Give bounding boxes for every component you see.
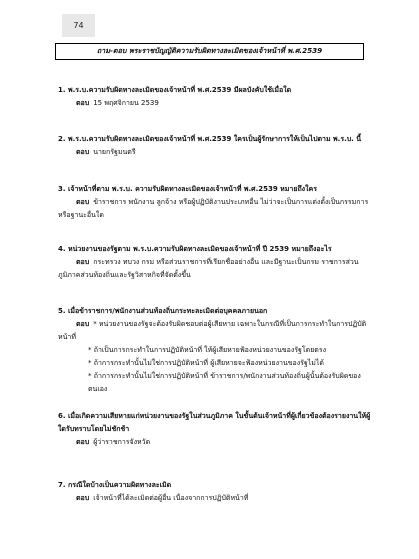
qa-item-3 <box>58 183 378 222</box>
answer-text: ผู้ว่าราชการจังหวัด <box>93 438 151 446</box>
qa-item-5 <box>58 305 378 396</box>
qa-item-2 <box>58 133 378 159</box>
question: 2. พ.ร.บ.ความรับผิดทางละเมิดของเจ้าหน้าที่ พ.ศ.2539 ใครเป็นผู้รักษาการให้เป็นไปตาม พ.ร.บ. นี้ <box>58 135 362 143</box>
question: 6. เมื่อเกิดความเสียหายแก่หน่วยงานของรัฐในส่วนภูมิภาค ในขั้นต้นเจ้าหน้าที่ผู้เกี่ยวข้องต้องรายงานให้ผู้ใดรับทราบโดยไม่ชักช้า <box>58 412 371 433</box>
answer-label: ตอบ <box>76 320 90 328</box>
list-item: * ถ้าเป็นการกระทำในการปฏิบัติหน้าที่ ให้ผู้เสียหายฟ้องหน่วยงานของรัฐโดยตรง <box>88 346 327 354</box>
answer <box>58 436 378 449</box>
list-item: * ถ้าการกระทำนั้นไม่ใช่การปฏิบัติหน้าที่ ข้าราชการ/พนักงานส่วนท้องถิ่นผู้นั้นต้องรับผิดของตนเอง <box>88 372 361 393</box>
answer-text: * หน่วยงานของรัฐจะต้องรับผิดชอบต่อผู้เสียหาย เฉพาะในกรณีที่เป็นการกระทำในการปฏิบัติหน้าที่ <box>58 320 367 341</box>
answer-text: ข้าราชการ พนักงาน ลูกจ้าง หรือผู้ปฏิบัติงานประเภทอื่น ไม่ว่าจะเป็นการแต่งตั้งเป็นกรรมการหรือฐานะอื่นใด <box>58 198 369 219</box>
answer <box>58 97 378 110</box>
answer-label: ตอบ <box>76 148 90 156</box>
answer-label: ตอบ <box>76 99 90 107</box>
question: 1. พ.ร.บ.ความรับผิดทางละเมิดของเจ้าหน้าที่ พ.ศ.2539 มีผลบังคับใช้เมื่อใด <box>58 86 292 94</box>
answer <box>58 146 378 159</box>
answer <box>58 318 378 344</box>
qa-item-1 <box>58 84 378 110</box>
question: 5. เมื่อข้าราชการ/พนักงานส่วนท้องถิ่นกระทะละเมิดต่อบุคคลภายนอก <box>58 307 268 315</box>
answer-label: ตอบ <box>76 258 90 266</box>
qa-item-6 <box>58 410 378 449</box>
answer-label: ตอบ <box>76 438 90 446</box>
question: 3. เจ้าหน้าที่ตาม พ.ร.บ. ความรับผิดทางละเมิดของเจ้าหน้าที่ พ.ศ.2539 หมายถึงใคร <box>58 185 317 193</box>
list-item: * ถ้าการกระทำนั้นไม่ใช่การปฏิบัติหน้าที่ ผู้เสียหายจะฟ้องหน่วยงานของรัฐไม่ได้ <box>88 359 324 367</box>
qa-item-4 <box>58 243 378 282</box>
answer <box>58 256 378 282</box>
document-title: ถาม-ตอบ พระราชบัญญัติความรับผิดทางละเมิดของเจ้าหน้าที่ พ.ศ.2539 <box>55 43 364 60</box>
question: 7. กรณีใดบ้างเป็นความผิดทางละเมิด <box>58 481 172 489</box>
qa-item-7 <box>58 479 378 505</box>
answer <box>58 492 378 505</box>
page-number: 74 <box>62 14 95 37</box>
answer-text: 15 พฤศจิกายน 2539 <box>93 99 159 107</box>
answer-text: นายกรัฐมนตรี <box>93 148 136 156</box>
answer <box>58 196 378 222</box>
question: 4. หน่วยงานของรัฐตาม พ.ร.บ.ความรับผิดทางละเมิดของเจ้าหน้าที่ ปี 2539 หมายถึงอะไร <box>58 245 332 253</box>
answer-label: ตอบ <box>76 494 90 502</box>
answer-label: ตอบ <box>76 198 90 206</box>
answer-text: เจ้าหน้าที่ได้ละเมิดต่อผู้อื่น เนื่องจากการปฏิบัติหน้าที่ <box>93 494 249 502</box>
answer-text: กระทรวง ทบวง กรม หรือส่วนราชการที่เรียกชื่ออย่างอื่น และมีฐานะเป็นกรม ราชการส่วนภูมิภาคส่วนท้องถิ่นและรัฐวิสาหกิจที่จัดตั้งขึ้น <box>58 258 359 279</box>
